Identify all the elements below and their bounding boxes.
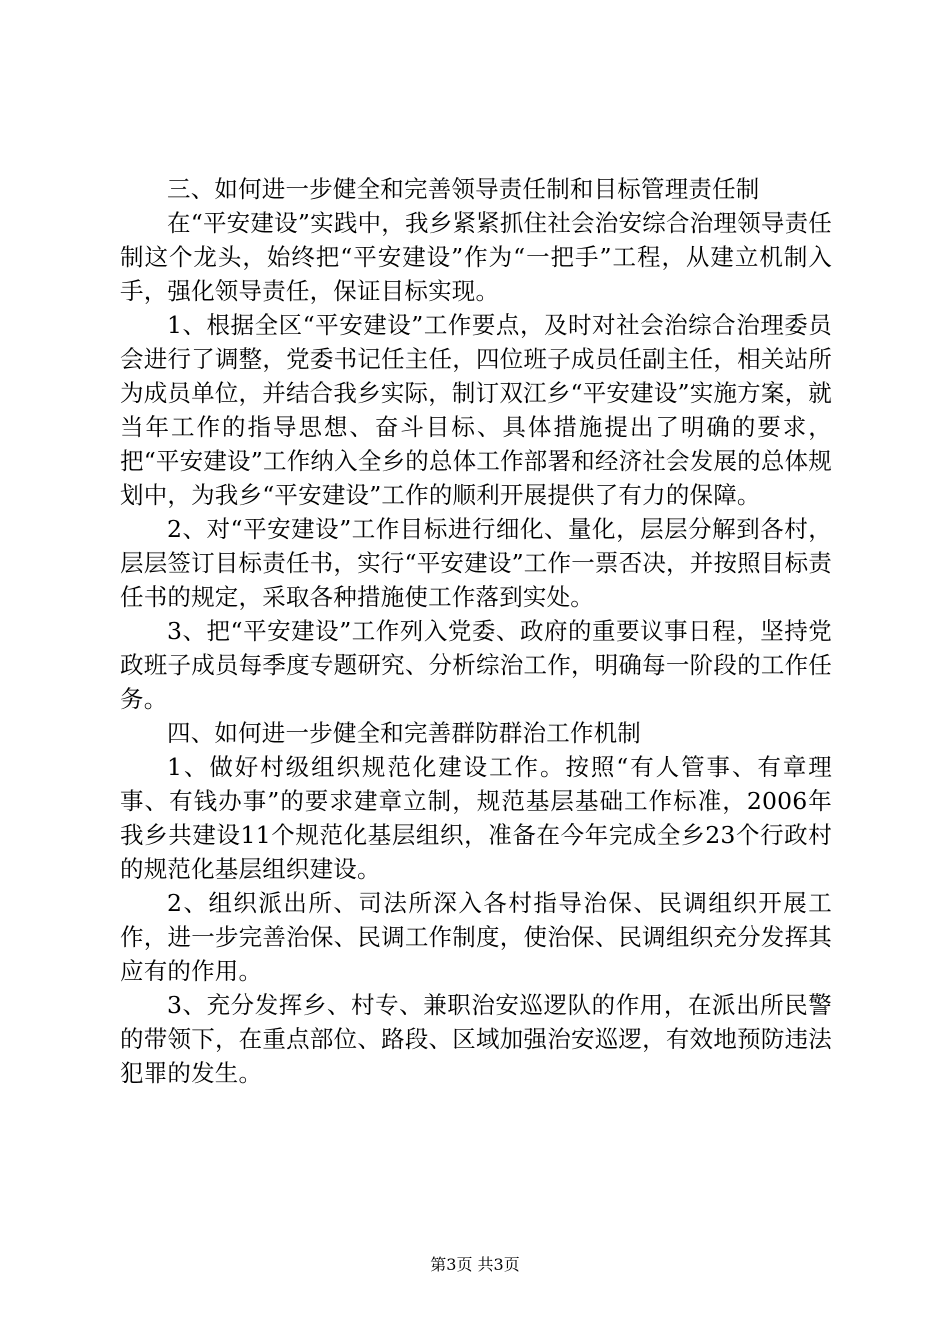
section-heading-four: 四、如何进一步健全和完善群防群治工作机制 <box>167 719 641 747</box>
document-body <box>120 172 832 1090</box>
paragraph-item-3: 3、把“平安建设”工作列入党委、政府的重要议事日程，坚持党政班子成员每季度专题研究、分析综治工作，明确每一阶段的工作任务。 <box>120 617 832 713</box>
paragraph-intro: 在“平安建设”实践中，我乡紧紧抓住社会治安综合治理领导责任制这个龙头，始终把“平安建设”作为“一把手”工程，从建立机制入手，强化领导责任，保证目标实现。 <box>120 209 832 305</box>
section-heading-three: 三、如何进一步健全和完善领导责任制和目标管理责任制 <box>167 175 760 203</box>
page-footer: 第3页 共3页 <box>430 1255 520 1274</box>
paragraph-item-1: 1、根据全区“平安建设”工作要点，及时对社会治综合治理委员会进行了调整，党委书记任主任，四位班子成员任副主任，相关站所为成员单位，并结合我乡实际，制订双江乡“平安建设”实施方案，就当年工作的指导思想、奋斗目标、具体措施提出了明确的要求，把“平安建设”工作纳入全乡的总体工作部署和经济社会发展的总体规划中，为我乡“平安建设”工作的顺利开展提供了有力的保障。 <box>120 311 832 509</box>
paragraph-item-2: 2、对“平安建设”工作目标进行细化、量化，层层分解到各村，层层签订目标责任书，实行“平安建设”工作一票否决，并按照目标责任书的规定，采取各种措施使工作落到实处。 <box>120 515 832 611</box>
paragraph-item-4-1: 1、做好村级组织规范化建设工作。按照“有人管事、有章理事、有钱办事”的要求建章立制，规范基层基础工作标准，2006年我乡共建设11个规范化基层组织，准备在今年完成全乡23个行政村的规范化基层组织建设。 <box>120 753 832 883</box>
paragraph-item-4-2: 2、组织派出所、司法所深入各村指导治保、民调组织开展工作，进一步完善治保、民调工作制度，使治保、民调组织充分发挥其应有的作用。 <box>120 889 832 985</box>
paragraph-item-4-3: 3、充分发挥乡、村专、兼职治安巡逻队的作用，在派出所民警的带领下，在重点部位、路段、区域加强治安巡逻，有效地预防违法犯罪的发生。 <box>120 991 832 1087</box>
